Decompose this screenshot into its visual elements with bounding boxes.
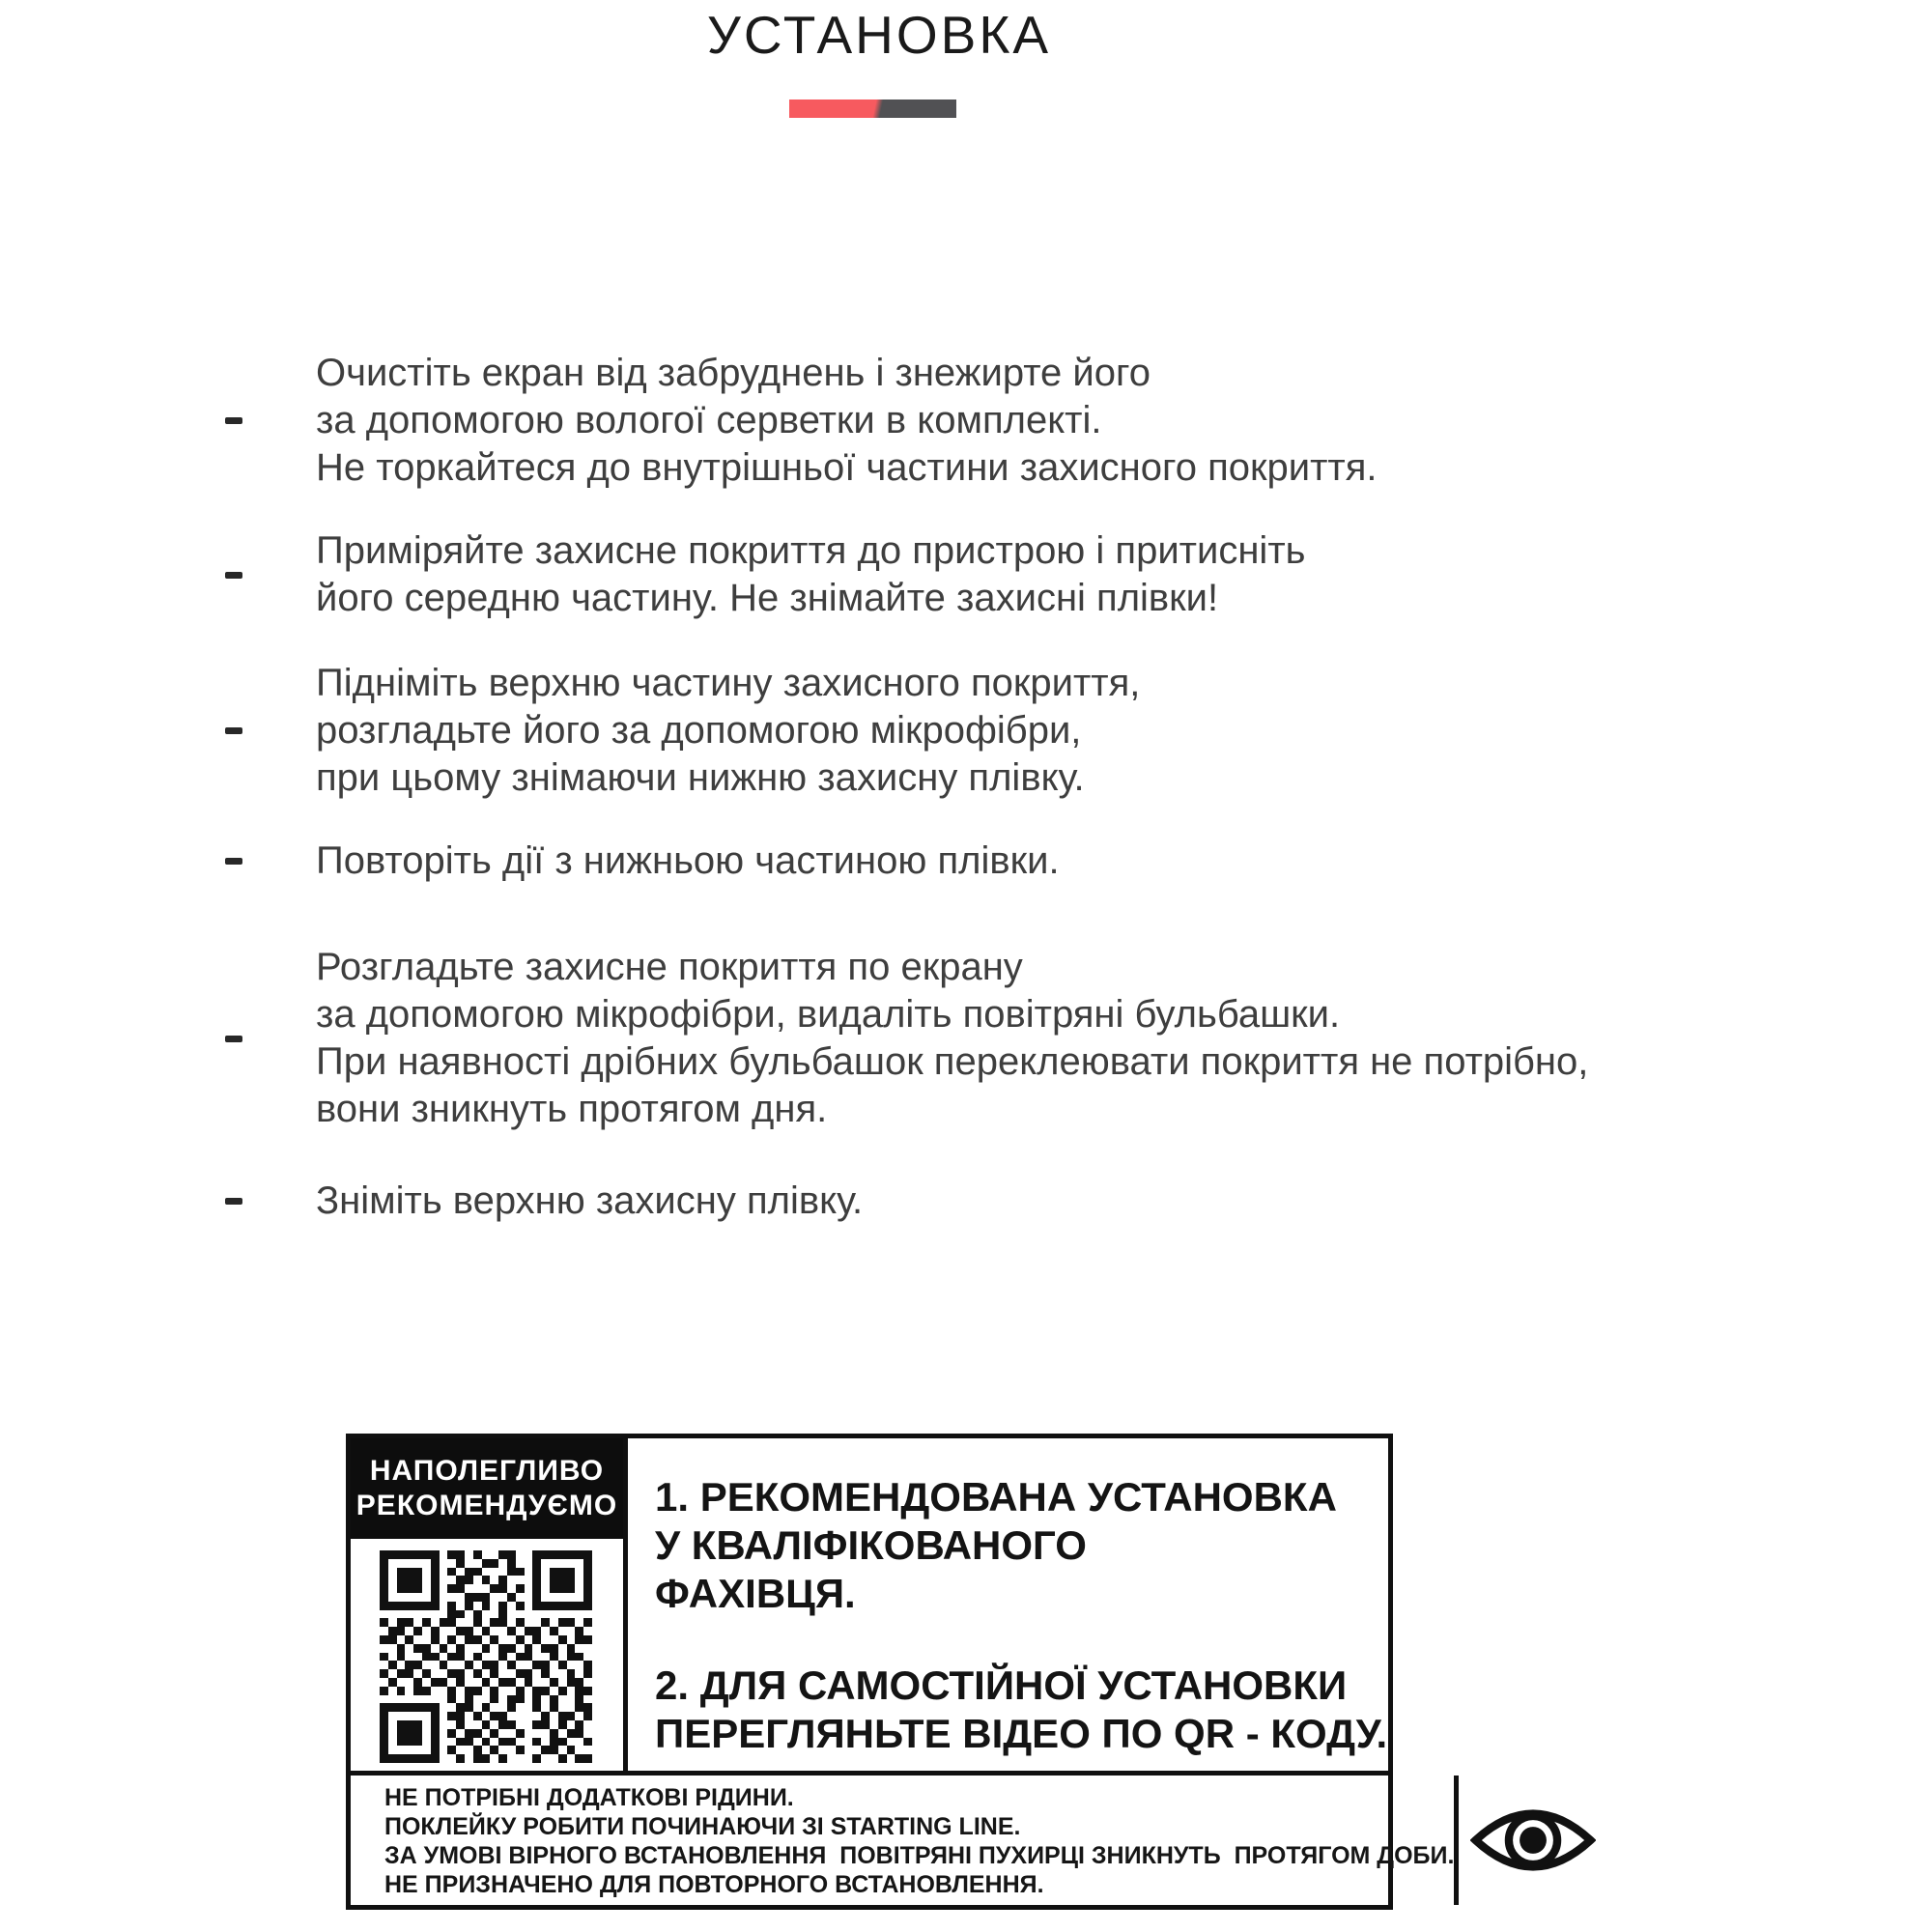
footer-note-line: ЗА УМОВІ ВІРНОГО ВСТАНОВЛЕННЯ ПОВІТРЯНІ ПУХИРЦІ ЗНИКНУТЬ ПРОТЯГОМ ДОБИ. bbox=[384, 1842, 1455, 1869]
step-line: при цьому знімаючи нижню захисну плівку. bbox=[316, 756, 1085, 799]
step-text bbox=[316, 944, 1588, 1133]
step-line: його середню частину. Не знімайте захисні плівки! bbox=[316, 577, 1219, 619]
dash-bullet-icon bbox=[225, 1198, 242, 1205]
footer-note-line: НЕ ПРИЗНАЧЕНО ДЛЯ ПОВТОРНОГО ВСТАНОВЛЕННЯ. bbox=[384, 1871, 1044, 1898]
step-line: Підніміть верхню частину захисного покриття, bbox=[316, 662, 1141, 704]
footer-note-line: НЕ ПОТРІБНІ ДОДАТКОВІ РІДИНИ. bbox=[384, 1784, 794, 1811]
recommendation-items bbox=[628, 1438, 1388, 1776]
recommendation-left-column bbox=[351, 1438, 628, 1776]
footer-notes bbox=[351, 1776, 1454, 1905]
title-accent-bar bbox=[789, 99, 956, 118]
step-item bbox=[225, 838, 1809, 885]
qr-code bbox=[380, 1550, 592, 1763]
page-header bbox=[0, 0, 1758, 66]
dash-bullet-icon bbox=[225, 572, 242, 579]
dash-bullet-icon bbox=[225, 1036, 242, 1042]
step-line: Очистіть екран від забруднень і знежирте його bbox=[316, 352, 1151, 394]
page-title: УСТАНОВКА bbox=[706, 5, 1052, 65]
step-line: вони зникнуть протягом дня. bbox=[316, 1088, 828, 1130]
step-line: При наявності дрібних бульбашок переклеювати покриття не потрібно, bbox=[316, 1040, 1589, 1083]
step-line: Повторіть дії з нижньою частиною плівки. bbox=[316, 839, 1060, 882]
footer-strip bbox=[351, 1771, 1455, 1905]
step-line: за допомогою мікрофібри, видаліть повітряні бульбашки. bbox=[316, 993, 1341, 1036]
step-text bbox=[316, 527, 1305, 622]
recommendation-item bbox=[655, 1473, 1388, 1618]
step-text bbox=[316, 1178, 863, 1225]
eye-icon bbox=[1470, 1797, 1596, 1884]
recommendation-item bbox=[655, 1662, 1388, 1758]
recommendation-line: 1. РЕКОМЕНДОВАНА УСТАНОВКА bbox=[655, 1474, 1337, 1520]
recommendation-line: ФАХІВЦЯ. bbox=[655, 1571, 856, 1616]
recommendation-box bbox=[346, 1434, 1455, 1910]
installation-steps bbox=[225, 350, 1809, 1225]
recommendation-line: ПЕРЕГЛЯНЬТЕ ВІДЕО ПО QR - КОДУ. bbox=[655, 1711, 1388, 1756]
recommendation-header-line2: РЕКОМЕНДУЄМО bbox=[355, 1490, 618, 1521]
dash-bullet-icon bbox=[225, 858, 242, 865]
dash-bullet-icon bbox=[225, 417, 242, 424]
step-item bbox=[225, 660, 1809, 802]
recommendation-line: 2. ДЛЯ САМОСТІЙНОЇ УСТАНОВКИ bbox=[655, 1662, 1348, 1708]
recommendation-header bbox=[351, 1438, 623, 1539]
step-item bbox=[225, 1178, 1809, 1225]
footer-eye-cell bbox=[1454, 1776, 1607, 1905]
step-line: Розгладьте захисне покриття по екрану bbox=[316, 946, 1023, 988]
recommendation-line: У КВАЛІФІКОВАНОГО bbox=[655, 1522, 1087, 1568]
step-line: розгладьте його за допомогою мікрофібри, bbox=[316, 709, 1082, 752]
step-line: Приміряйте захисне покриття до пристрою і притисніть bbox=[316, 529, 1306, 572]
dash-bullet-icon bbox=[225, 727, 242, 734]
step-item bbox=[225, 527, 1809, 622]
step-text bbox=[316, 838, 1060, 885]
step-line: за допомогою вологої серветки в комплекті. bbox=[316, 399, 1102, 441]
recommendation-header-line1: НАПОЛЕГЛИВО bbox=[369, 1455, 605, 1487]
step-line: Зніміть верхню захисну плівку. bbox=[316, 1179, 864, 1222]
step-item bbox=[225, 944, 1809, 1133]
step-text bbox=[316, 350, 1378, 492]
step-text bbox=[316, 660, 1140, 802]
step-line: Не торкайтеся до внутрішньої частини захисного покриття. bbox=[316, 446, 1378, 489]
footer-note-line: ПОКЛЕЙКУ РОБИТИ ПОЧИНАЮЧИ ЗІ STARTING LINE. bbox=[384, 1813, 1021, 1840]
step-item bbox=[225, 350, 1809, 492]
